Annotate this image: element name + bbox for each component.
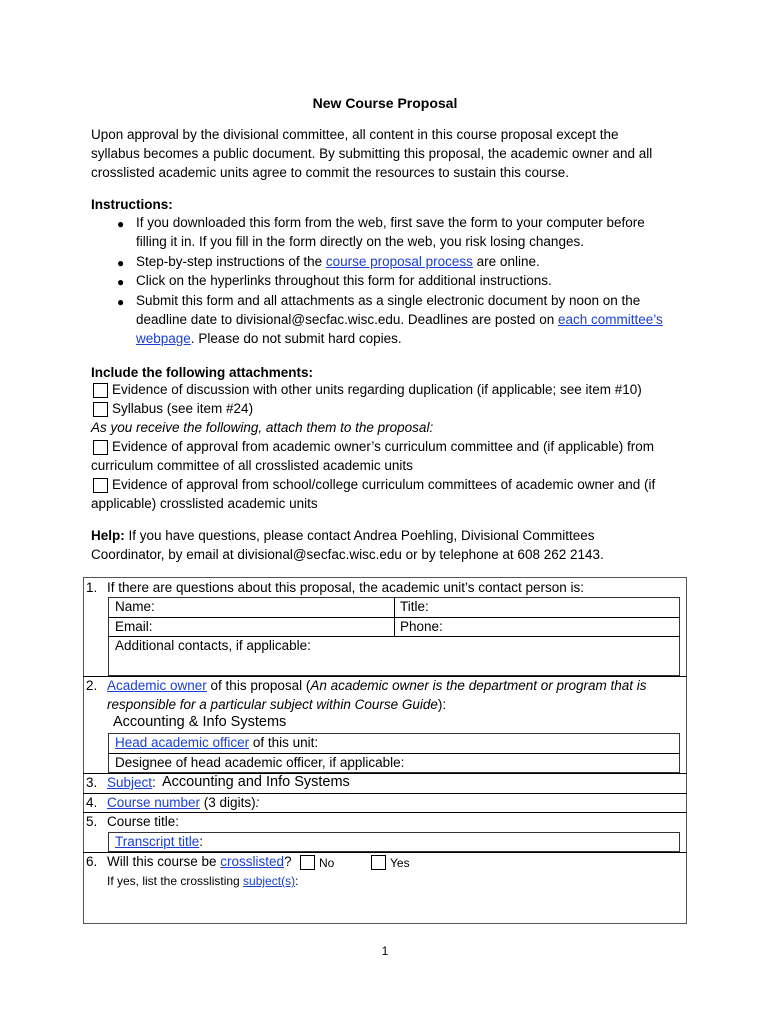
course-proposal-process-link[interactable]: course proposal process [325,254,473,269]
q4-number: 4. [86,795,98,810]
bullet-icon: ● [117,295,125,309]
crosslisted-no-checkbox[interactable] [300,855,315,870]
transcript-title-field[interactable]: Transcript title: [115,834,204,849]
instructions-heading: Instructions: [91,197,173,212]
q4-text: Course number (3 digits): [107,795,260,810]
webpage-link[interactable]: webpage [136,331,191,346]
attachment-4-line-2: applicable) crosslisted academic units [91,496,318,511]
course-title-field[interactable]: Course title: [107,814,180,829]
crosslisted-link[interactable]: crosslisted [220,854,285,869]
help-line-1: Help: If you have questions, please contact Andrea Poehling, Divisional Committees [91,528,595,543]
row-divider [83,793,687,794]
q3-number: 3. [86,775,98,790]
subjects-link[interactable]: subject(s) [243,874,296,888]
bullet-icon: ● [117,275,125,289]
bullet-icon: ● [117,256,125,270]
additional-contacts-field[interactable]: Additional contacts, if applicable: [115,638,311,653]
q1-text: If there are questions about this proposal, the academic unit’s contact person is: [107,580,585,595]
contact-column-divider [394,597,395,637]
academic-owner-link[interactable]: Academic owner [107,678,207,693]
q6-number: 6. [86,854,98,869]
email-field-label[interactable]: Email: [115,619,153,634]
help-line-2: Coordinator, by email at divisional@secfac.wisc.edu or by telephone at 608 262 2143. [91,547,604,562]
title-field-label[interactable]: Title: [400,599,429,614]
crosslisted-yes-checkbox[interactable] [371,855,386,870]
instruction-2: Step-by-step instructions of the course proposal process are online. [136,254,540,269]
attachment-checkbox-2[interactable] [93,402,108,417]
q3-text: Subject: [107,775,156,790]
attachments-note: As you receive the following, attach them to the proposal: [91,420,434,435]
instruction-4-line-1: Submit this form and all attachments as a single electronic document by noon on the [136,293,641,308]
subject-value[interactable]: Accounting and Info Systems [162,774,350,790]
phone-field-label[interactable]: Phone: [400,619,443,634]
attachment-3-line-1: Evidence of approval from academic owner’s curriculum committee and (if applicable) from [112,439,654,454]
instruction-4-line-3: webpage. Please do not submit hard copies. [136,331,402,346]
head-officer-field[interactable]: Head academic officer of this unit: [115,735,319,750]
intro-line-1: Upon approval by the divisional committee, all content in this course proposal except the [91,127,619,142]
subject-link[interactable]: Subject [107,775,153,790]
name-field-label[interactable]: Name: [115,599,155,614]
yes-label: Yes [390,856,410,870]
page-title: New Course Proposal [312,95,458,111]
row-divider [83,812,687,813]
head-officer-divider [108,753,680,754]
q6-text: Will this course be crosslisted? [107,854,292,869]
transcript-title-link[interactable]: Transcript title [115,834,200,849]
q2-text-line-2: responsible for a particular subject within Course Guide): [107,697,447,712]
crosslisting-subjects-field[interactable]: If yes, list the crosslisting subject(s): [107,874,299,888]
attachment-3-line-2: curriculum committee of all crosslisted academic units [91,458,413,473]
q1-number: 1. [86,580,98,595]
attachment-checkbox-4[interactable] [93,478,108,493]
course-number-link[interactable]: Course number [107,795,201,810]
attachment-2: Syllabus (see item #24) [112,401,254,416]
academic-owner-value[interactable]: Accounting & Info Systems [113,714,287,730]
page-number: 1 [381,944,389,958]
q2-text: Academic owner of this proposal (An academic owner is the department or program that is [107,678,647,693]
attachment-checkbox-3[interactable] [93,440,108,455]
q5-number: 5. [86,814,98,829]
attachments-heading: Include the following attachments: [91,365,314,380]
no-label: No [319,856,335,870]
instruction-4-line-2: deadline date to divisional@secfac.wisc.edu. Deadlines are posted on each committee’s [136,312,663,327]
intro-line-2: syllabus becomes a public document. By submitting this proposal, the academic owner and all [91,146,653,161]
designee-field[interactable]: Designee of head academic officer, if applicable: [115,755,405,770]
attachment-checkbox-1[interactable] [93,383,108,398]
instruction-1-line-2: filling it in. If you fill in the form directly on the web, you risk losing changes. [136,234,584,249]
q2-number: 2. [86,678,98,693]
bullet-icon: ● [117,217,125,231]
instruction-3: Click on the hyperlinks throughout this form for additional instructions. [136,273,552,288]
head-academic-officer-link[interactable]: Head academic officer [115,735,250,750]
row-divider [83,852,687,853]
attachment-4-line-1: Evidence of approval from school/college curriculum committees of academic owner and (if [112,477,656,492]
instruction-1-line-1: If you downloaded this form from the web, first save the form to your computer before [136,215,645,230]
attachment-1: Evidence of discussion with other units regarding duplication (if applicable; see item #10) [112,382,642,397]
intro-line-3: crosslisted academic units agree to commit the resources to sustain this course. [91,165,569,180]
row-divider [83,676,687,677]
committee-webpage-link[interactable]: each committee’s [557,312,663,327]
